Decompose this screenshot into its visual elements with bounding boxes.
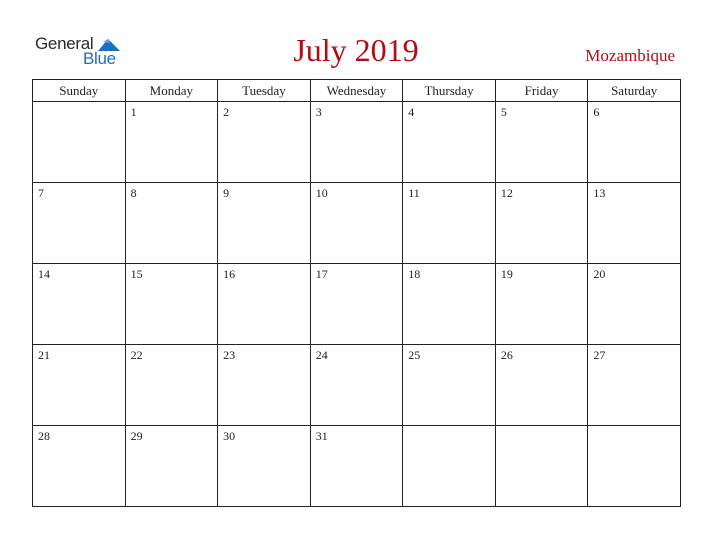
logo-text-general: General [35, 34, 94, 53]
weekday-header: Sunday [33, 80, 126, 102]
day-cell: 24 [310, 345, 403, 426]
day-cell: 28 [33, 426, 126, 507]
day-cell [403, 426, 496, 507]
day-cell: 23 [218, 345, 311, 426]
day-cell: 18 [403, 264, 496, 345]
day-cell: 12 [495, 183, 588, 264]
week-row [33, 183, 681, 264]
country-label: Mozambique [585, 46, 675, 65]
day-cell: 26 [495, 345, 588, 426]
day-cell: 29 [125, 426, 218, 507]
day-cell: 22 [125, 345, 218, 426]
day-cell: 10 [310, 183, 403, 264]
day-cell: 17 [310, 264, 403, 345]
day-cell: 16 [218, 264, 311, 345]
weekday-header: Wednesday [310, 80, 403, 102]
week-row [33, 102, 681, 183]
day-cell: 9 [218, 183, 311, 264]
day-cell [495, 426, 588, 507]
day-cell: 20 [588, 264, 681, 345]
day-cell: 1 [125, 102, 218, 183]
day-cell [588, 426, 681, 507]
day-cell: 11 [403, 183, 496, 264]
day-cell: 14 [33, 264, 126, 345]
day-cell: 7 [33, 183, 126, 264]
day-cell: 31 [310, 426, 403, 507]
day-cell: 25 [403, 345, 496, 426]
week-row [33, 264, 681, 345]
weekday-header: Tuesday [218, 80, 311, 102]
day-cell: 4 [403, 102, 496, 183]
weekday-header-row [33, 80, 681, 102]
page-title: July 2019 [293, 32, 419, 68]
day-cell: 21 [33, 345, 126, 426]
weekday-header: Thursday [403, 80, 496, 102]
week-row [33, 426, 681, 507]
day-cell: 8 [125, 183, 218, 264]
day-cell: 6 [588, 102, 681, 183]
weekday-header: Monday [125, 80, 218, 102]
calendar-grid [32, 79, 681, 507]
day-cell: 13 [588, 183, 681, 264]
day-cell: 5 [495, 102, 588, 183]
day-cell: 19 [495, 264, 588, 345]
week-row [33, 345, 681, 426]
weekday-header: Friday [495, 80, 588, 102]
day-cell: 15 [125, 264, 218, 345]
weekday-header: Saturday [588, 80, 681, 102]
logo-text-blue: Blue [83, 49, 116, 68]
day-cell: 30 [218, 426, 311, 507]
day-cell: 2 [218, 102, 311, 183]
day-cell: 27 [588, 345, 681, 426]
day-cell [33, 102, 126, 183]
day-cell: 3 [310, 102, 403, 183]
